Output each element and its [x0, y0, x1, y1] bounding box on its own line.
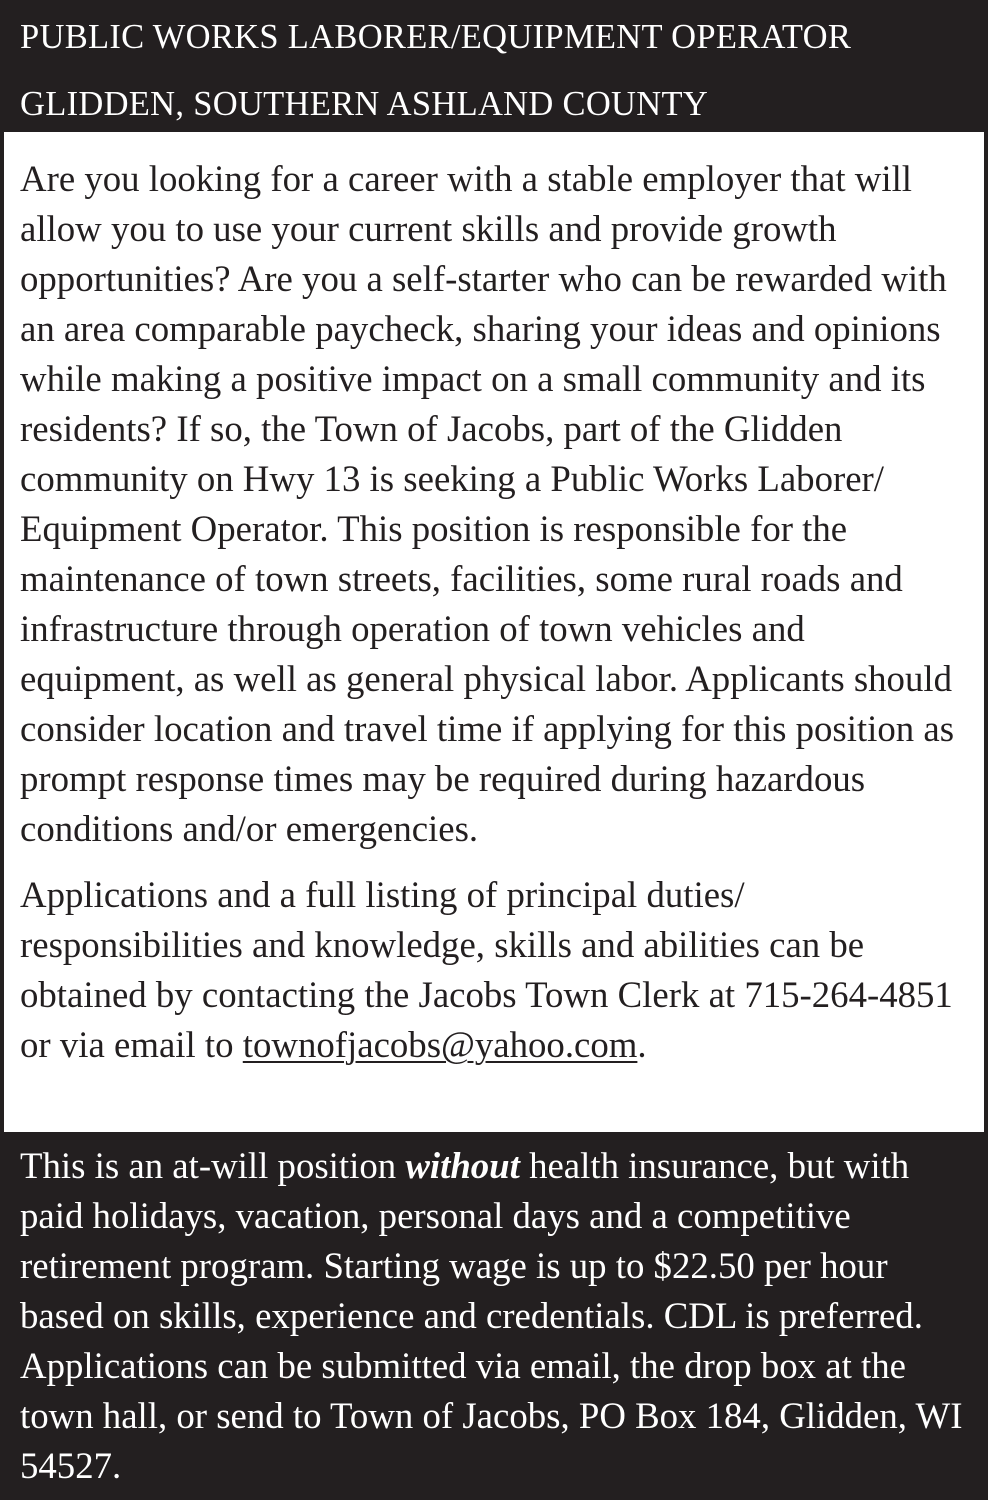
application-info-text: Applications and a full listing of principal duties/ responsibilities and knowledge, skills and abilities can be obtained by contacting the Jacobs Town Clerk at 715-264-4851 or via email to	[20, 874, 953, 1065]
application-info-paragraph	[20, 870, 976, 1070]
ad-header	[0, 0, 988, 132]
description-paragraph: Are you looking for a career with a stable employer that will allow you to use your current skills and provide growth opportunities? Are you a self-starter who can be rewarded with an area comparable paycheck, sharing your ideas and opinions while making a positive impact on a small community and its residents? If so, the Town of Jacobs, part of the Glidden community on Hwy 13 is seeking a Public Works Laborer/ Equipment Operator. This position is responsible for the maintenance of town streets, facilities, some rural roads and infrastructure through operation of town vehicles and equipment, as well as general physical labor. Applicants should consider location and travel time if applying for this position as prompt response times may be required during hazardous conditions and/or emergencies.	[20, 158, 955, 849]
contact-email-link[interactable]: townofjacobs@yahoo.com	[242, 1024, 638, 1065]
benefits-text-start: This is an at-will position	[20, 1145, 406, 1186]
job-location: GLIDDEN, SOUTHERN ASHLAND COUNTY	[20, 85, 709, 123]
benefits-paragraph	[20, 1141, 980, 1491]
application-info-end: .	[637, 1024, 647, 1065]
job-title: PUBLIC WORKS LABORER/EQUIPMENT OPERATOR	[20, 18, 852, 56]
ad-footer	[20, 1141, 980, 1491]
benefits-emphasis: without	[405, 1145, 520, 1186]
ad-body	[4, 132, 984, 1132]
benefits-text-rest: health insurance, but with paid holidays, vacation, personal days and a competitive retirement program. Starting wage is up to $22.50 per hour based on skills, experience and credentials. CDL is preferred. Applications can be submitted via email, the drop box at the town hall, or send to Town of Jacobs, PO Box 184, Glidden, WI 54527.	[20, 1145, 963, 1486]
